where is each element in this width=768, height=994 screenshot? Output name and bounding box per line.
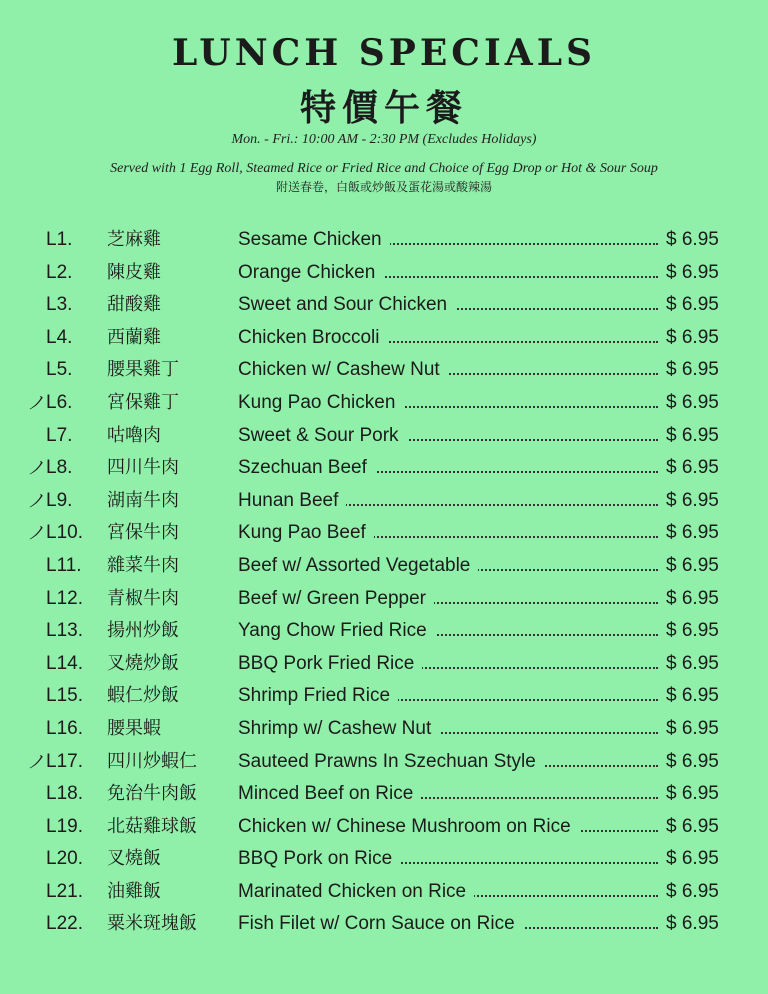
item-name-english: Szechuan Beef [238, 456, 375, 480]
item-code: L1. [46, 229, 73, 250]
menu-item-row [0, 521, 768, 554]
item-code: L19. [46, 815, 83, 837]
served-with-text-chinese: 附送春卷，白飯或炒飯及蛋花湯或酸辣湯 [275, 180, 492, 194]
item-name-english: Yang Chow Fried Rice [238, 619, 435, 643]
item-name-chinese: 西蘭雞 [107, 326, 161, 348]
menu-item-row [0, 684, 768, 717]
menu-item-row [0, 261, 768, 294]
item-code: L14. [46, 652, 83, 674]
item-code: L9. [46, 489, 73, 511]
item-code: L21. [46, 880, 83, 902]
item-name-chinese: 雜菜牛肉 [107, 554, 179, 576]
menu-item-row [0, 391, 768, 424]
item-name-chinese: 北菇雞球飯 [107, 815, 197, 837]
item-code: L17. [46, 750, 83, 772]
item-name-chinese: 四川炒蝦仁 [107, 750, 197, 772]
item-name-english: Shrimp w/ Cashew Nut [238, 717, 439, 741]
item-name-english: Marinated Chicken on Rice [238, 880, 474, 904]
item-code: L5. [46, 359, 73, 381]
menu-item-row [0, 782, 768, 815]
item-price: $ 6.95 [662, 261, 719, 285]
item-code: L18. [46, 783, 83, 805]
item-price: $ 6.95 [662, 782, 719, 806]
menu-item-row [0, 912, 768, 945]
item-code: L8. [46, 457, 73, 479]
item-name-english: Chicken w/ Cashew Nut [238, 358, 448, 382]
item-price: $ 6.95 [662, 847, 719, 871]
menu-item-row [0, 750, 768, 783]
item-price: $ 6.95 [662, 326, 719, 350]
spicy-icon: ノ [26, 523, 48, 544]
menu-item-row [0, 587, 768, 620]
item-name-chinese: 芝麻雞 [107, 229, 161, 250]
menu-item-row [0, 652, 768, 685]
menu-item-row [0, 456, 768, 489]
served-with-text: Served with 1 Egg Roll, Steamed Rice or Fried Rice and Choice of Egg Drop or Hot & Sour Soup [110, 161, 658, 176]
item-code: L12. [46, 587, 83, 609]
item-name-chinese: 腰果雞丁 [107, 359, 179, 381]
item-name-chinese: 叉燒飯 [107, 848, 161, 870]
menu-item-row [0, 815, 768, 848]
item-price: $ 6.95 [662, 912, 719, 936]
menu-item-row [0, 847, 768, 880]
item-name-english: Beef w/ Assorted Vegetable [238, 554, 478, 578]
item-name-english: Sesame Chicken [238, 228, 390, 252]
item-name-english: Chicken Broccoli [238, 326, 388, 350]
item-price: $ 6.95 [662, 358, 719, 382]
item-name-chinese: 湖南牛肉 [107, 489, 179, 511]
item-name-chinese: 宮保雞丁 [107, 391, 179, 413]
item-name-english: Orange Chicken [238, 261, 383, 285]
item-name-english: Fish Filet w/ Corn Sauce on Rice [238, 912, 523, 936]
menu-item-row [0, 228, 768, 261]
item-code: L11. [46, 554, 82, 576]
hours-text: Mon. - Fri.: 10:00 AM - 2:30 PM (Excludes Holidays) [231, 132, 537, 147]
item-name-chinese: 叉燒炒飯 [107, 652, 179, 674]
item-name-chinese: 甜酸雞 [107, 294, 161, 316]
item-code: L6. [46, 391, 73, 413]
item-code: L22. [46, 913, 83, 935]
menu-item-row [0, 326, 768, 359]
menu-item-row [0, 489, 768, 522]
item-price: $ 6.95 [662, 424, 719, 448]
item-name-chinese: 陳皮雞 [107, 261, 161, 283]
item-name-english: Kung Pao Chicken [238, 391, 403, 415]
item-name-english: Minced Beef on Rice [238, 782, 421, 806]
page-title-chinese: 特價午餐 [299, 87, 468, 129]
item-price: $ 6.95 [662, 554, 719, 578]
item-code: L3. [46, 294, 73, 316]
item-name-chinese: 宮保牛肉 [107, 522, 179, 544]
item-name-chinese: 免治牛肉飯 [107, 783, 197, 805]
item-code: L15. [46, 685, 83, 707]
item-code: L4. [46, 326, 73, 348]
menu-item-row [0, 358, 768, 391]
menu-item-row [0, 554, 768, 587]
item-code: L2. [46, 261, 73, 283]
item-name-english: Kung Pao Beef [238, 521, 374, 545]
item-name-chinese: 咕嚕肉 [107, 424, 161, 446]
item-name-english: BBQ Pork on Rice [238, 847, 400, 871]
item-price: $ 6.95 [662, 619, 719, 643]
menu-item-row [0, 717, 768, 750]
item-name-chinese: 蝦仁炒飯 [107, 685, 179, 707]
page-title: LUNCH SPECIALS [171, 32, 597, 74]
item-price: $ 6.95 [662, 750, 719, 774]
menu-item-row [0, 424, 768, 457]
item-name-english: Hunan Beef [238, 489, 346, 513]
item-price: $ 6.95 [662, 521, 719, 545]
item-price: $ 6.95 [662, 489, 719, 513]
item-price: $ 6.95 [662, 228, 719, 252]
item-name-chinese: 四川牛肉 [107, 457, 179, 479]
item-price: $ 6.95 [662, 684, 719, 708]
item-code: L10. [46, 522, 83, 544]
spicy-icon: ノ [26, 490, 48, 511]
item-name-english: Chicken w/ Chinese Mushroom on Rice [238, 815, 579, 839]
item-price: $ 6.95 [662, 293, 719, 317]
item-price: $ 6.95 [662, 717, 719, 741]
item-name-english: Sweet & Sour Pork [238, 424, 407, 448]
spicy-icon: ノ [26, 751, 48, 772]
item-price: $ 6.95 [662, 815, 719, 839]
item-price: $ 6.95 [662, 880, 719, 904]
item-name-english: Beef w/ Green Pepper [238, 587, 434, 611]
menu-item-row [0, 293, 768, 326]
item-name-english: Shrimp Fried Rice [238, 684, 398, 708]
spicy-icon: ノ [26, 458, 48, 479]
item-name-chinese: 腰果蝦 [107, 717, 161, 739]
item-code: L7. [46, 424, 73, 446]
item-code: L13. [46, 620, 83, 642]
item-price: $ 6.95 [662, 391, 719, 415]
item-name-english: Sauteed Prawns In Szechuan Style [238, 750, 544, 774]
item-code: L16. [46, 717, 83, 739]
item-name-chinese: 粟米斑塊飯 [107, 913, 197, 935]
item-name-chinese: 油雞飯 [107, 880, 161, 902]
item-code: L20. [46, 848, 83, 870]
menu-item-row [0, 619, 768, 652]
spicy-icon: ノ [26, 392, 48, 413]
item-name-chinese: 揚州炒飯 [107, 620, 179, 642]
item-price: $ 6.95 [662, 587, 719, 611]
menu-list [0, 228, 768, 945]
item-name-english: Sweet and Sour Chicken [238, 293, 455, 317]
menu-item-row [0, 880, 768, 913]
item-price: $ 6.95 [662, 456, 719, 480]
item-name-chinese: 青椒牛肉 [107, 587, 179, 609]
item-price: $ 6.95 [662, 652, 719, 676]
item-name-english: BBQ Pork Fried Rice [238, 652, 422, 676]
